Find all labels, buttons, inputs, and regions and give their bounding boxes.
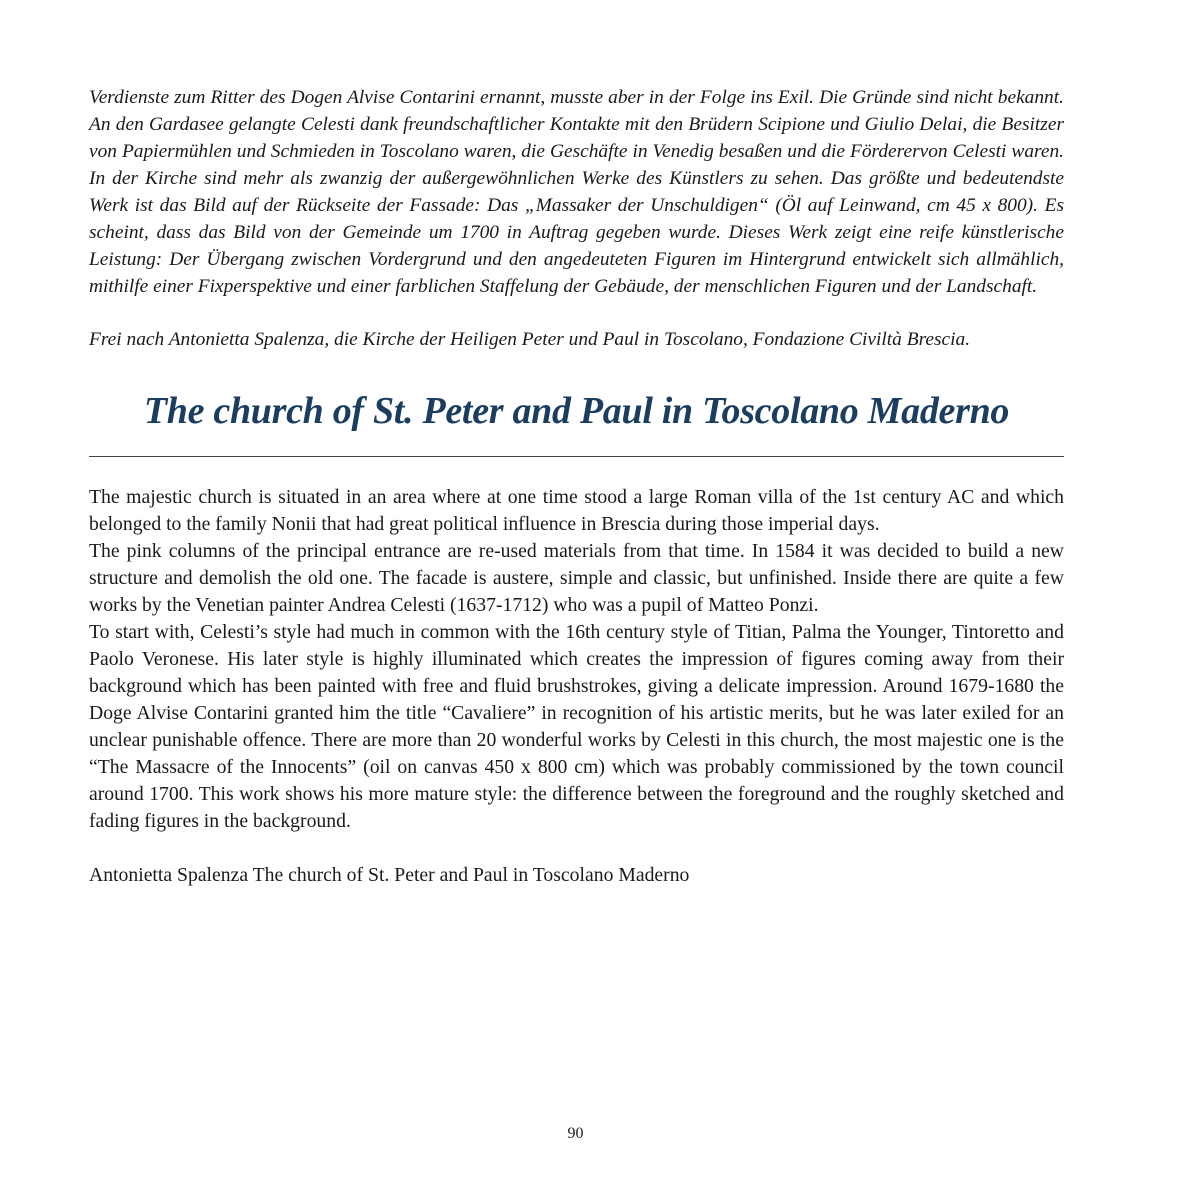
- english-text-block: [89, 484, 1064, 835]
- english-paragraph-2: The pink columns of the principal entrance are re-used materials from that time. In 1584 it was decided to build a new structure and demolish the old one. The facade is austere, simple and classic, but unfinished. Inside there are quite a few works by the Venetian painter Andrea Celesti (1637-1712) who was a pupil of Matteo Ponzi.: [89, 540, 1064, 616]
- page-content: [89, 84, 1064, 889]
- section-title: The church of St. Peter and Paul in Toscolano Maderno: [143, 390, 1010, 432]
- english-paragraph-3: To start with, Celesti’s style had much in common with the 16th century style of Titian, Palma the Younger, Tintoretto and Paolo Veronese. His later style is highly illuminated which creates the impression of figures coming away from their background which has been painted with free and fluid brushstrokes, giving a delicate impression. Around 1679-1680 the Doge Alvise Contarini granted him the title “Cavaliere” in recognition of his artistic merits, but he was later exiled for an unclear punishable offence. There are more than 20 wonderful works by Celesti in this church, the most majestic one is the “The Massacre of the Innocents” (oil on canvas 450 x 800 cm) which was probably commissioned by the town council around 1700. This work shows his more mature style: the difference between the foreground and the roughly sketched and fading figures in the background.: [89, 621, 1064, 832]
- title-divider: [89, 456, 1064, 457]
- english-paragraph-1: The majestic church is situated in an area where at one time stood a large Roman villa of the 1st century AC and which belonged to the family Nonii that had great political influence in Brescia during those imperial days.: [89, 486, 1064, 535]
- german-citation: Frei nach Antonietta Spalenza, die Kirche der Heiligen Peter und Paul in Toscolano, Fondazione Civiltà Brescia.: [89, 329, 971, 350]
- english-citation: Antonietta Spalenza The church of St. Peter and Paul in Toscolano Maderno: [89, 864, 690, 886]
- page-number: 90: [567, 1125, 584, 1142]
- german-paragraph: Verdienste zum Ritter des Dogen Alvise Contarini ernannt, musste aber in der Folge ins Exil. Die Gründe sind nicht bekannt. An den Gardasee gelangte Celesti dank freundschaftlicher Kontakte mit den Brüdern Scipione und Giulio Delai, die Besitzer von Papiermühlen und Schmieden in Toscolano waren, die Geschäfte in Venedig besaßen und die Förderervon Celesti waren. In der Kirche sind mehr als zwanzig der außergewöhnlichen Werke des Künstlers zu sehen. Das größte und bedeutendste Werk ist das Bild auf der Rückseite der Fassade: Das „Massaker der Unschuldigen“ (Öl auf Leinwand, cm 45 x 800). Es scheint, dass das Bild von der Gemeinde um 1700 in Auftrag gegeben wurde. Dieses Werk zeigt eine reife künstlerische Leistung: Der Übergang zwischen Vordergrund und den angedeuteten Figuren im Hintergrund entwickelt sich allmählich, mithilfe einer Fixperspektive und einer farblichen Staffelung der Gebäude, der menschlichen Figuren und der Landschaft.: [89, 87, 1064, 297]
- german-text-block: [89, 84, 1064, 300]
